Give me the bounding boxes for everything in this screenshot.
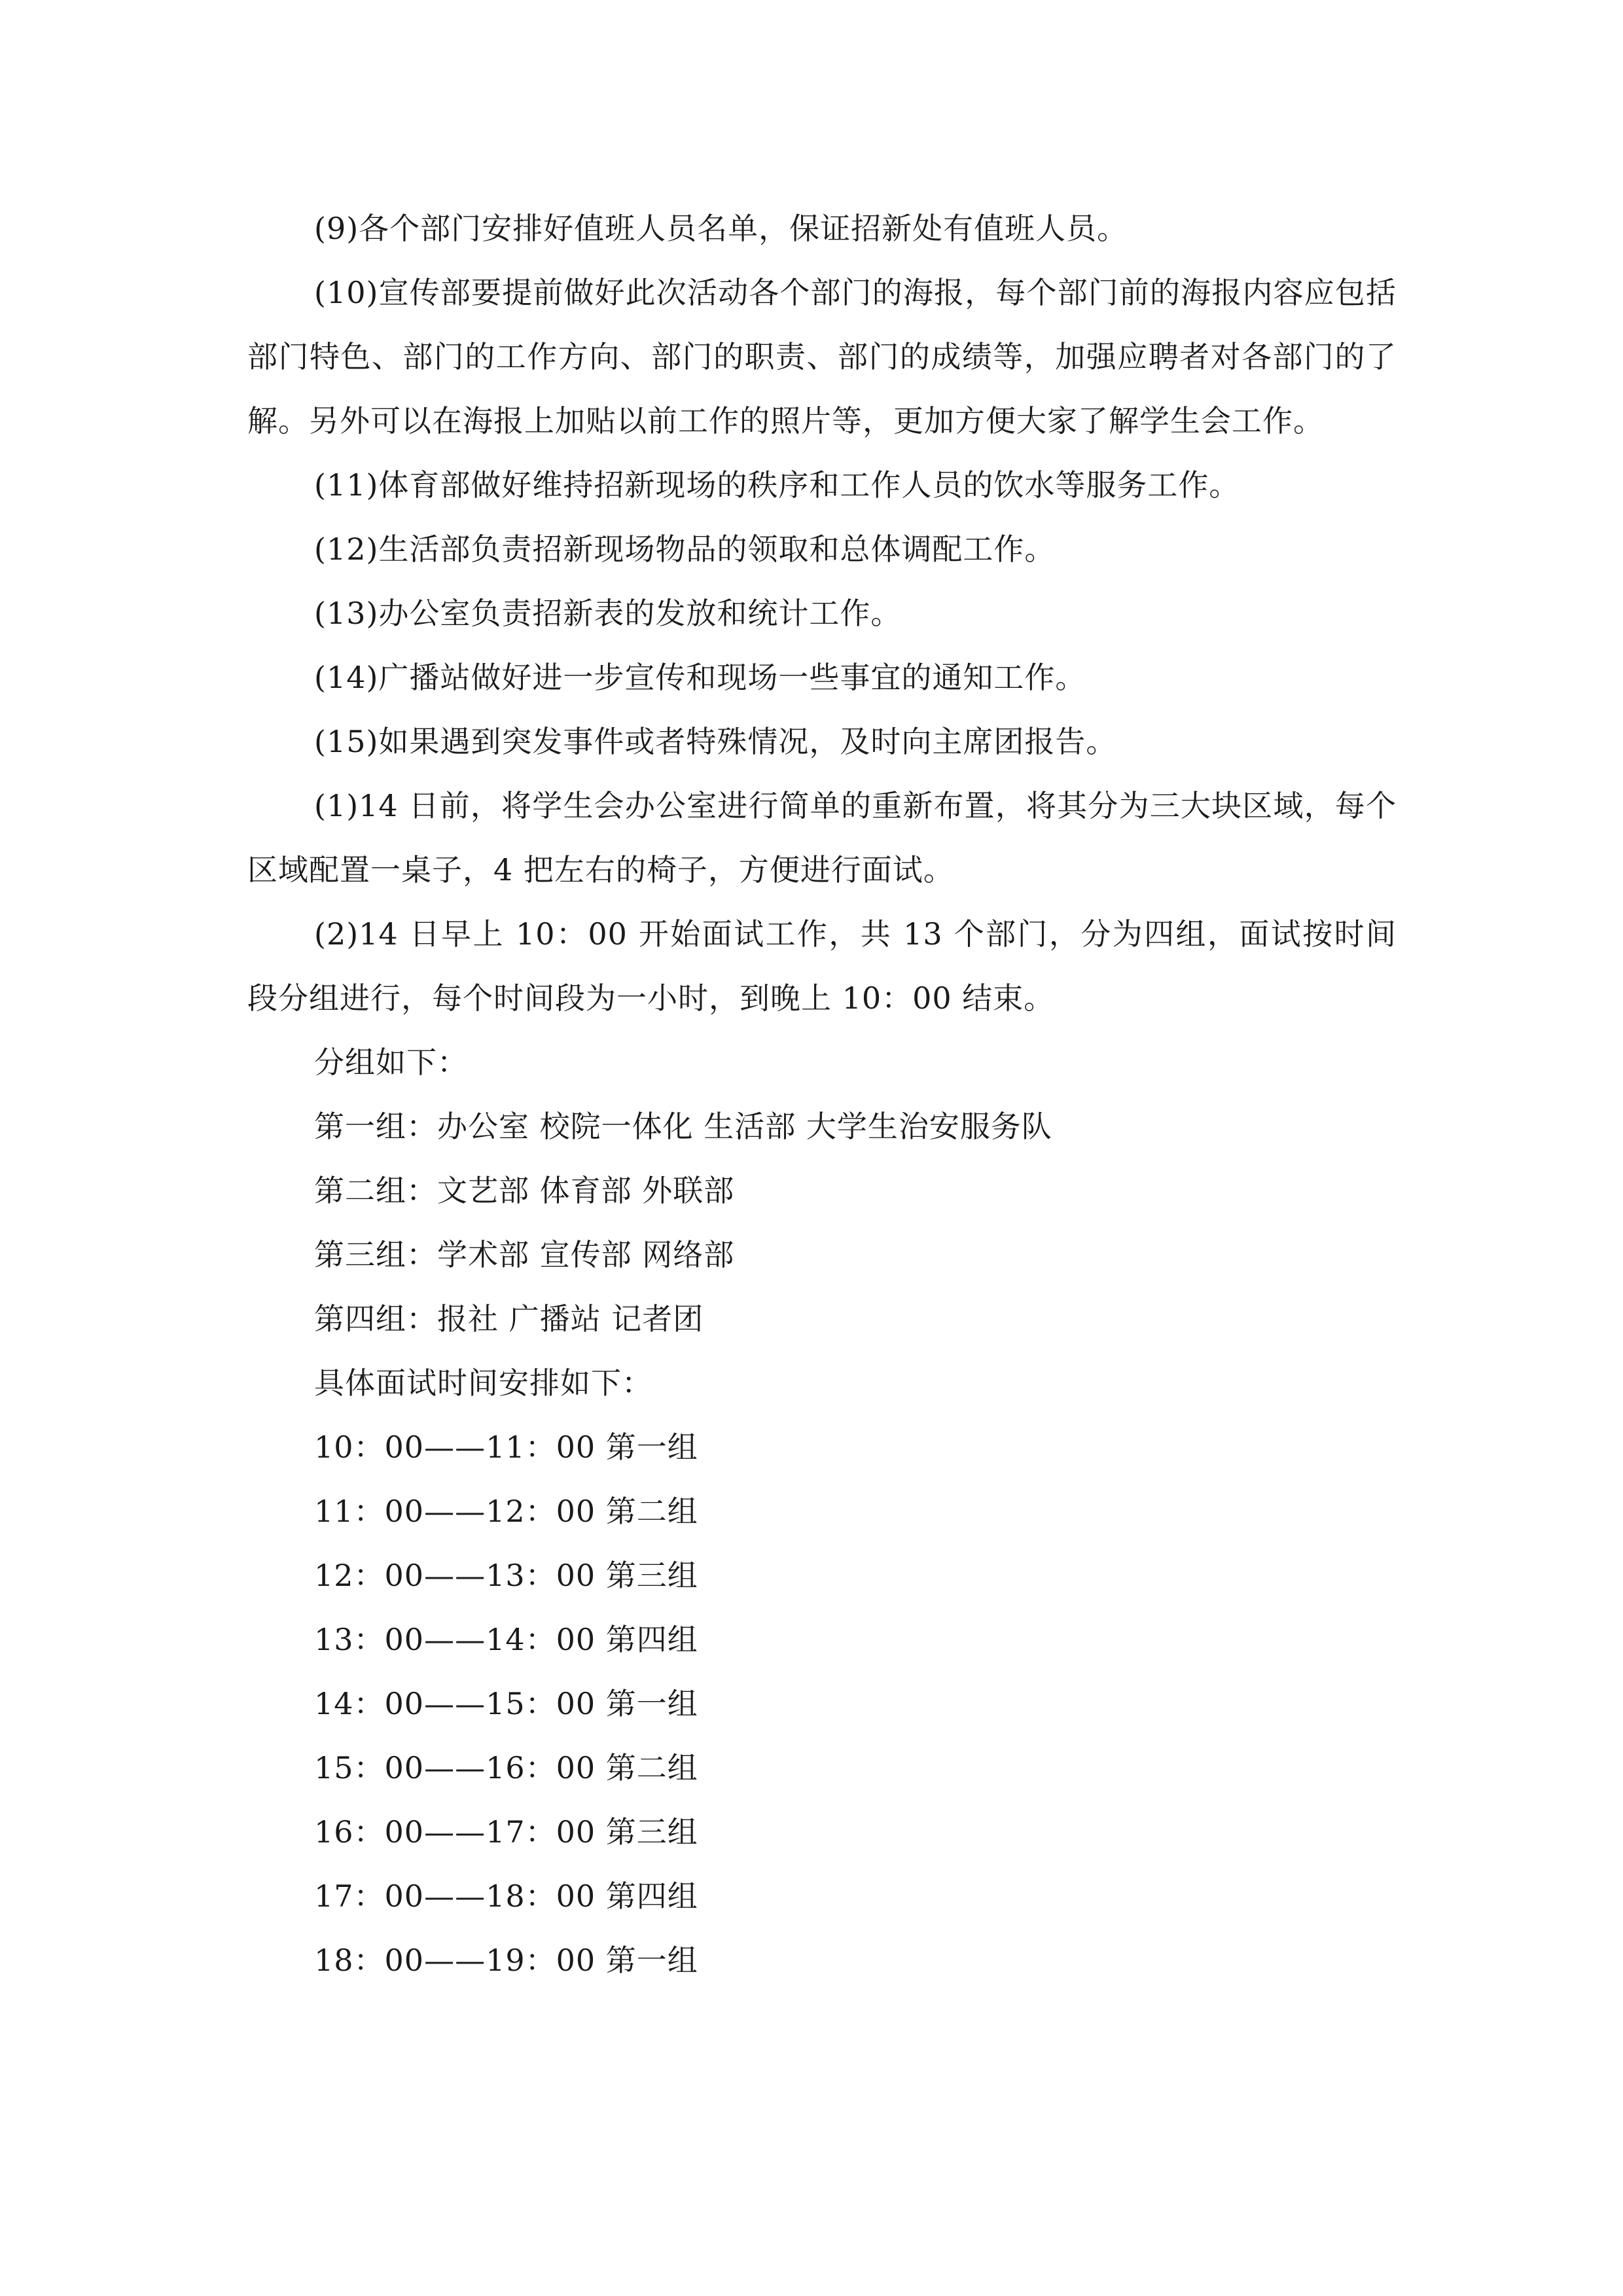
schedule-line: 13：00——14：00 第四组 (314, 1622, 698, 1657)
paragraph-duty-roster: (9)各个部门安排好值班人员名单，保证招新处有值班人员。 (314, 211, 1128, 246)
paragraph-sports-dept: (11)体育部做好维持招新现场的秩序和工作人员的饮水等服务工作。 (314, 467, 1240, 503)
schedule-line: 18：00——19：00 第一组 (314, 1943, 698, 1978)
group-line-4: 第四组：报社 广播站 记者团 (314, 1301, 704, 1336)
schedule-line: 15：00——16：00 第二组 (314, 1750, 698, 1785)
schedule-line: 14：00——15：00 第一组 (314, 1686, 698, 1721)
schedule-line: 17：00——18：00 第四组 (314, 1878, 698, 1914)
schedule-heading: 具体面试时间安排如下： (314, 1365, 652, 1401)
paragraph-interview-start: (2)14 日早上 10：00 开始面试工作，共 13 个部门，分为四组，面试按时间段分组进行，每个时间段为一小时，到晚上 10：00 结束。 (247, 916, 1397, 1016)
schedule-line: 12：00——13：00 第三组 (314, 1558, 698, 1593)
paragraph-grouping-heading: 分组如下： (314, 1045, 468, 1080)
paragraph-office: (13)办公室负责招新表的发放和统计工作。 (314, 596, 902, 631)
paragraph-life-dept: (12)生活部负责招新现场物品的领取和总体调配工作。 (314, 531, 1056, 567)
schedule-line: 11：00——12：00 第二组 (314, 1494, 698, 1529)
schedule-line: 10：00——11：00 第一组 (314, 1429, 698, 1465)
group-line-1: 第一组：办公室 校院一体化 生活部 大学生治安服务队 (314, 1109, 1052, 1144)
paragraph-emergency: (15)如果遇到突发事件或者特殊情况，及时向主席团报告。 (314, 724, 1117, 759)
document-body (247, 196, 1397, 1992)
schedule-line: 16：00——17：00 第三组 (314, 1814, 698, 1850)
paragraph-office-layout: (1)14 日前，将学生会办公室进行简单的重新布置，将其分为三大块区域，每个区域配置一桌子，4 把左右的椅子，方便进行面试。 (247, 788, 1397, 888)
group-line-3: 第三组：学术部 宣传部 网络部 (314, 1237, 735, 1272)
paragraph-broadcast-station: (14)广播站做好进一步宣传和现场一些事宜的通知工作。 (314, 660, 1086, 695)
group-line-2: 第二组：文艺部 体育部 外联部 (314, 1173, 735, 1208)
paragraph-publicity-posters: (10)宣传部要提前做好此次活动各个部门的海报，每个部门前的海报内容应包括部门特色、部门的工作方向、部门的职责、部门的成绩等，加强应聘者对各部门的了解。另外可以在海报上加贴以前工作的照片等，更加方便大家了解学生会工作。 (247, 275, 1397, 439)
